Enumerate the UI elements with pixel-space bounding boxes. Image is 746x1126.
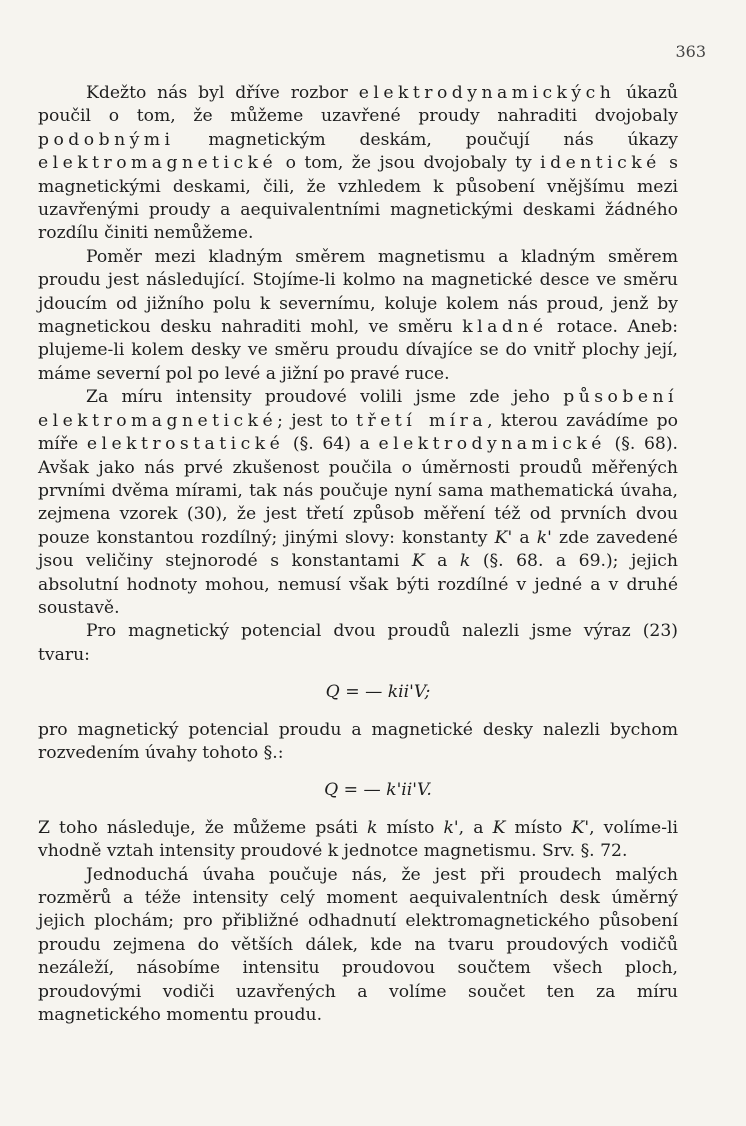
text-run: a [512,527,537,548]
math-symbol: k' [536,527,552,548]
math-symbol: K' [494,527,513,548]
text-run: magnetickým deskám, poučují nás úkazy [174,129,678,150]
text-run: ; jest to [277,410,357,431]
math-symbol: K [492,817,506,838]
spaced-term: elektrodynamické [378,434,606,455]
spaced-term: třetí míra [356,410,488,431]
text-run: místo [505,817,572,838]
body-text [38,82,678,1027]
spaced-term: identické [540,153,661,174]
text-run: úkazů poučil o tom, že můžeme uzavřené proudy nahraditi dvojobaly [38,83,678,127]
spaced-term: působení elektromagnetické [38,387,678,431]
text-run: s magnetickými deskami, čili, že vzhledem k působení vnějšímu mezi uzavřenými proudy a aequivalentními magnetickými deskami žádného rozdílu činiti nemůžeme. [38,153,678,244]
spaced-term: elektrostatické [86,434,285,455]
paragraph-4: Pro magnetický potencial dvou proudů nalezli jsme výraz (23) tvaru: [38,621,678,665]
paragraph-2 [38,246,678,386]
paragraph-7: Jednoduchá úvaha poučuje nás, že jest při proudech malých rozměrů a téže intensity celý moment aequivalentních desk úměrný jejich plochám; pro přibližné odhadnutí elektromagnetického působení proudu zejmena do větších dálek, kde na tvaru proudových vodičů nezáleží, násobíme intensitu proudovou součtem všech ploch, proudovými vodiči uzavřených a volíme součet ten za míru magnetického momentu proudu. [38,864,678,1026]
math-symbol: k' [443,817,459,838]
text-run: místo [377,817,444,838]
paragraph-5: pro magnetický potencial proudu a magnetické desky nalezli bychom rozvedením úvahy tohoto §.: [38,719,678,763]
spaced-term: elektromagnetické [38,153,278,174]
text-run: (§. 64) a [284,434,379,455]
spaced-term: elektrodynamických [358,83,616,103]
text-run: rotace. Aneb: plujeme-li kolem desky ve směru proudu dívajíce se do vnitř plochy její, máme severní pol po levé a jižní po pravé ruce. [38,317,679,384]
paragraph-6 [38,817,678,864]
text-run: , volíme-li vhodně vztah intensity proudové k jednotce magnetismu. Srv. §. 72. [38,817,678,862]
math-symbol: k [459,551,471,572]
spaced-term: kladné [462,317,548,338]
paragraph-1 [38,82,678,246]
spaced-term: podobnými [38,129,175,150]
text-run: , kterou zavádíme po míře [38,410,678,455]
text-run: , a [458,817,493,838]
text-run: o tom, že jsou dvojobaly ty [277,153,541,174]
text-run: Z toho následuje, že můžeme psáti [38,817,367,838]
equation-2: Q = — k'ii'V. [324,780,432,801]
page-number: 363 [675,42,706,61]
text-run: (§. 68. a 69.); jejich absolutní hodnoty mohou, nemusí však býti rozdílné v jedné a v druhé soustavě. [38,551,678,618]
text-run: (§. 68). Avšak jako nás prvé zkušenost poučila o úměrnosti proudů měřených prvními dvěma mírami, tak nás poučuje nyní sama mathematická úvaha, zejmena vzorek (30), že jest třetí způsob měření též od prvních dvou pouze konstantou rozdílný; jinými slovy: konstanty [38,434,678,548]
paragraph-3 [38,386,678,620]
math-symbol: K [411,551,425,572]
math-symbol: k [366,817,378,838]
text-run: a [424,551,460,572]
text-run: Za míru intensity proudové volili jsme zde jeho [86,387,564,408]
math-symbol: K' [571,817,590,838]
text-run: Poměr mezi kladným směrem magnetismu a kladným směrem proudu jest následující. Stojíme-li kolmo na magnetické desce ve směru jdoucím od jižního polu k severnímu, koluje kolem nás proud, jenž by magnetickou desku nahraditi mohl, ve směru [38,246,678,338]
equation-1: Q = — kii'V; [325,682,431,703]
text-run: Kdežto nás byl dříve rozbor [86,83,359,103]
text-run: zde zavedené jsou veličiny stejnorodé s konstantami [38,527,678,572]
